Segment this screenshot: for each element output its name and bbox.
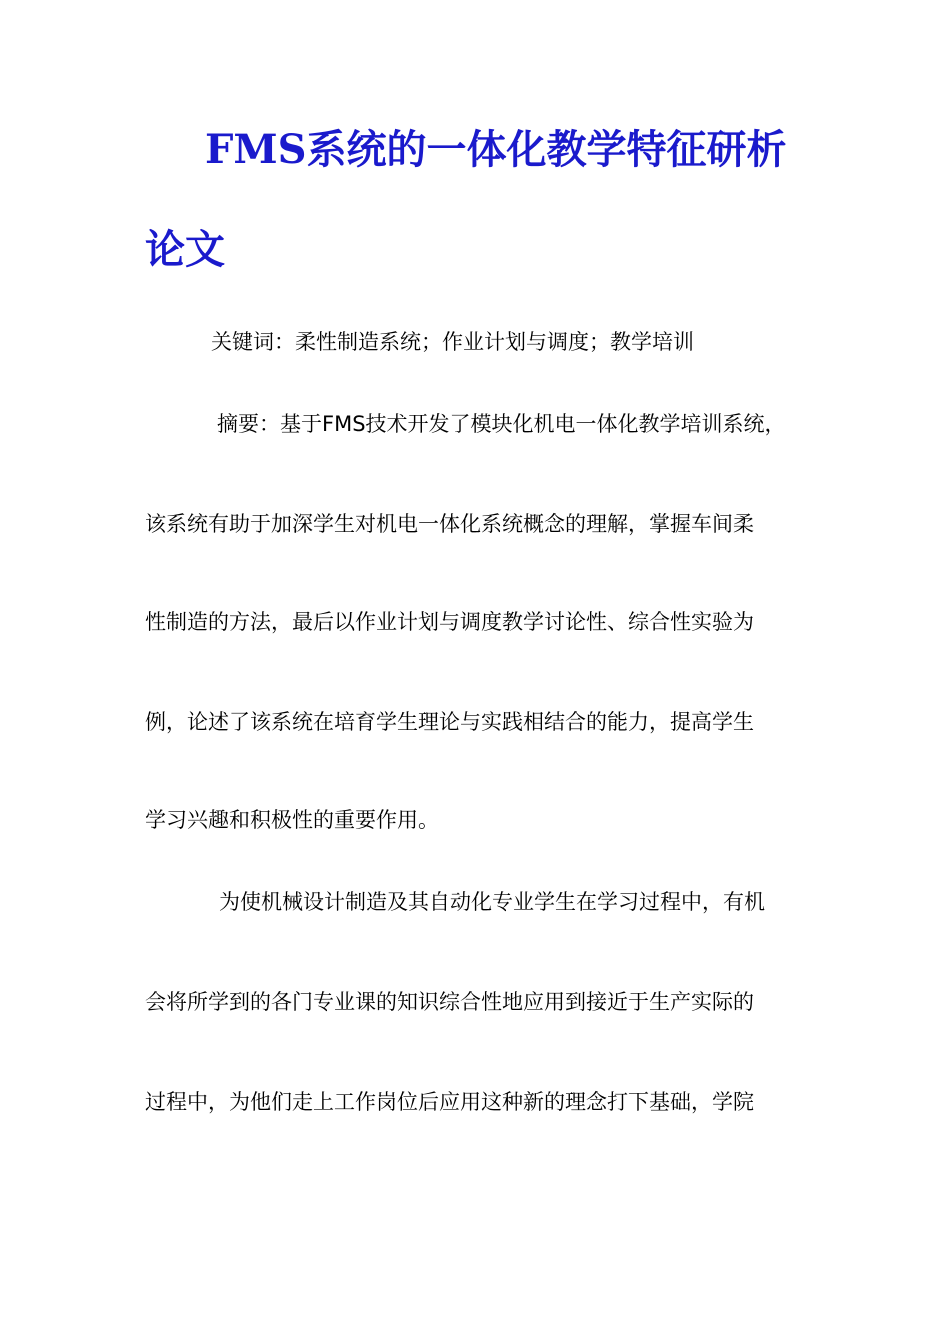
keywords-line: 关键词：柔性制造系统；作业计划与调度；教学培训: [211, 330, 694, 354]
abstract-line: 例，论述了该系统在培育学生理论与实践相结合的能力，提高学生: [145, 710, 754, 734]
abstract-line: 学习兴趣和积极性的重要作用。: [145, 808, 439, 832]
document-title-line-1: FMS系统的一体化教学特征研析: [205, 126, 787, 173]
abstract-line: 摘要：基于FMS技术开发了模块化机电一体化教学培训系统，: [217, 412, 786, 436]
body-paragraph-line: 为使机械设计制造及其自动化专业学生在学习过程中，有机: [219, 890, 765, 914]
document-title-line-2: 论文: [145, 226, 225, 273]
body-paragraph-line: 会将所学到的各门专业课的知识综合性地应用到接近于生产实际的: [145, 990, 754, 1014]
body-paragraph-line: 过程中，为他们走上工作岗位后应用这种新的理念打下基础，学院: [145, 1090, 754, 1114]
abstract-line: 该系统有助于加深学生对机电一体化系统概念的理解，掌握车间柔: [145, 512, 754, 536]
abstract-line: 性制造的方法，最后以作业计划与调度教学讨论性、综合性实验为: [145, 610, 754, 634]
